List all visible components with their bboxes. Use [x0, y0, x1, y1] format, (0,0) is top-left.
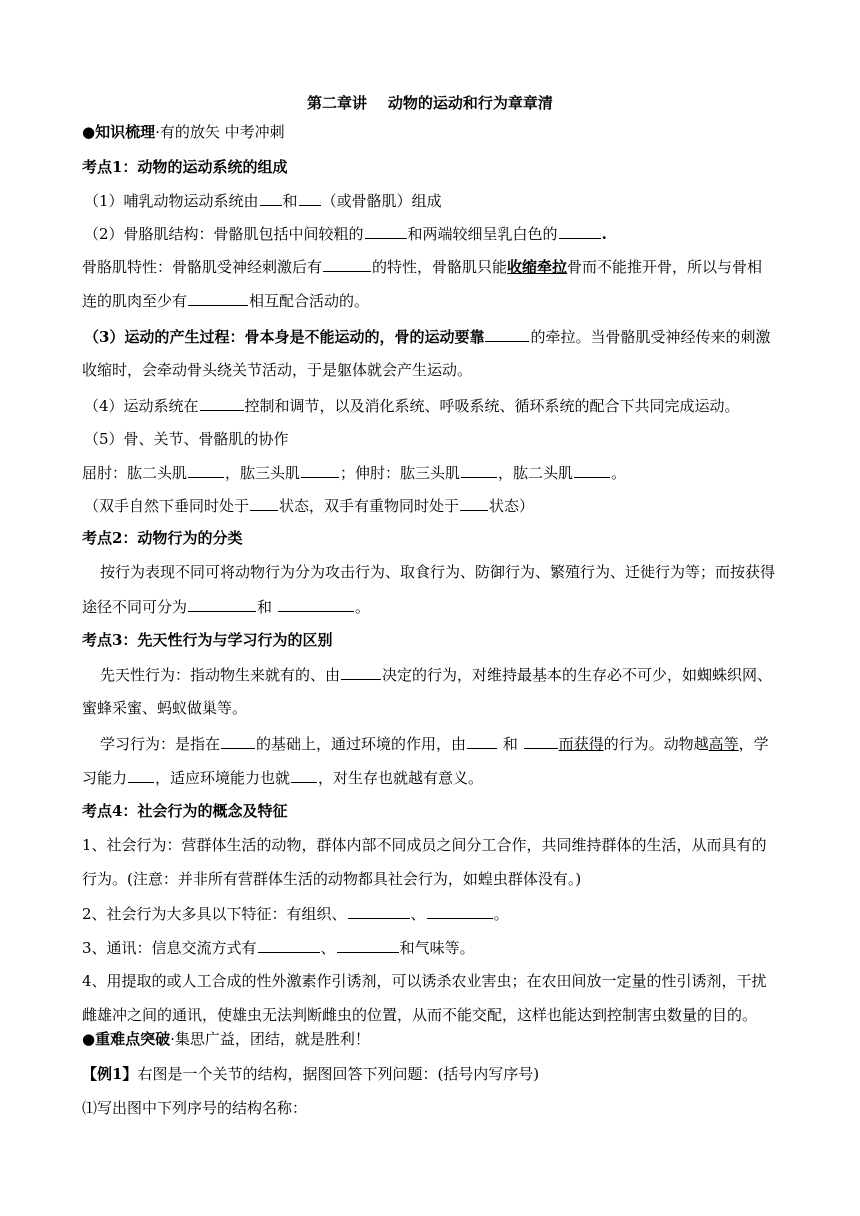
k1-line-5 [84, 326, 770, 347]
answer-blank[interactable] [574, 462, 610, 478]
text: （双手自然下垂同时处于 [84, 497, 250, 515]
k4-line-2: 行为。(注意：并非所有营群体生活的动物都具社会行为，如蝗虫群体没有。) [82, 870, 582, 888]
answer-blank[interactable] [258, 937, 320, 953]
underlined-text: 而获得 [558, 735, 604, 753]
text: ，适应环境能力也就 [155, 769, 291, 787]
k1-line-1 [84, 190, 442, 211]
text: 的牵拉。当骨骼肌受神经传来的刺激 [530, 328, 771, 346]
text: 控制和调节，以及消化系统、呼吸系统、循环系统的配合下共同完成运动。 [244, 397, 740, 415]
text: （1）哺乳动物运动系统由 [84, 192, 259, 210]
answer-blank[interactable] [291, 767, 317, 783]
k2-line-2 [82, 596, 370, 617]
answer-blank[interactable] [461, 462, 497, 478]
text: 相互配合活动的。 [249, 292, 370, 310]
page-title: 第二章讲 动物的运动和行为章章清 [307, 94, 553, 112]
example-tag: 【例1】 [82, 1065, 138, 1083]
kaodian-3-heading: 考点3：先天性行为与学习行为的区别 [82, 631, 333, 649]
k4-line-3 [82, 903, 509, 924]
section-difficulty-heading [82, 1029, 370, 1049]
answer-blank[interactable] [260, 190, 282, 206]
text: ，肱二头肌 [498, 464, 574, 482]
text: 。 [611, 464, 627, 482]
text: 状态） [489, 497, 535, 515]
text: 状态，双手有重物同时处于 [279, 497, 460, 515]
example-1-question-1: ⑴写出图中下列序号的结构名称： [82, 1099, 308, 1117]
answer-blank[interactable] [188, 462, 224, 478]
answer-blank[interactable] [278, 596, 354, 612]
example-1-prompt [82, 1064, 539, 1084]
section-knowledge-heading [82, 122, 285, 142]
text: 先天性行为：指动物生来就有的、由 [100, 666, 341, 684]
text: 习能力 [82, 769, 128, 787]
text: 、 [410, 905, 426, 923]
section-label: ●重难点突破 [82, 1030, 171, 1048]
text: 连的肌肉至少有 [82, 292, 188, 310]
text: （或骨骼肌）组成 [321, 192, 442, 210]
text: ，肱三头肌 [225, 464, 301, 482]
answer-blank[interactable] [559, 223, 601, 239]
answer-blank[interactable] [524, 733, 558, 749]
k3-line-4 [82, 767, 483, 788]
k4-line-6: 雌雄冲之间的通讯，使雄虫无法判断雌虫的位置，从而不能交配，这样也能达到控制害虫数量的目的。 [82, 1006, 758, 1024]
k4-line-5: 4、用提取的或人工合成的性外激素作引诱剂，可以诱杀农业害虫；在农田间放一定量的性引诱剂，干扰 [82, 972, 767, 990]
text: 决定的行为，对维持最基本的生存必不可少，如蜘蛛织网、 [382, 666, 773, 684]
text: （2）骨胳肌结构：骨骼肌包括中间较粗的 [84, 225, 364, 243]
answer-blank[interactable] [467, 733, 497, 749]
text: 学习行为：是指在 [100, 735, 221, 753]
text: 和 [257, 598, 273, 616]
section-label: ●知识梳理 [82, 123, 156, 141]
answer-blank[interactable] [323, 256, 371, 272]
answer-blank[interactable] [200, 395, 244, 411]
k1-line-3 [82, 256, 762, 277]
text: （3）运动的产生过程：骨本身是不能运动的，骨的运动要靠 [84, 328, 485, 346]
text: 。 [493, 905, 509, 923]
answer-blank[interactable] [337, 937, 399, 953]
text: 屈肘：肱二头肌 [82, 464, 188, 482]
answer-blank[interactable] [365, 223, 407, 239]
answer-blank[interactable] [299, 190, 321, 206]
text: 2、社会行为大多具以下特征：有组织、 [82, 905, 347, 923]
k3-line-1 [100, 664, 772, 685]
underlined-text: 收缩牵拉 [507, 258, 568, 276]
k3-line-2: 蜜蜂采蜜、蚂蚁做巢等。 [82, 699, 248, 717]
answer-blank[interactable] [250, 495, 278, 511]
k2-line-1: 按行为表现不同可将动物行为分为攻击行为、取食行为、防御行为、繁殖行为、迁徙行为等；而按获得 [100, 563, 776, 581]
kaodian-4-heading: 考点4：社会行为的概念及特征 [82, 802, 288, 820]
text: ，学 [738, 735, 769, 753]
text: 3、通讯：信息交流方式有 [82, 939, 257, 957]
text: 右图是一个关节的结构，据图回答下列问题：(括号内写序号) [137, 1065, 540, 1083]
text: ；伸肘：肱三头肌 [340, 464, 461, 482]
text: . [601, 225, 607, 243]
text: 。 [354, 598, 370, 616]
answer-blank[interactable] [128, 767, 154, 783]
k4-line-4 [82, 937, 475, 958]
k4-line-1: 1、社会行为：营群体生活的动物，群体内部不同成员之间分工合作，共同维持群体的生活，从而具有的 [82, 836, 767, 854]
answer-blank[interactable] [188, 596, 256, 612]
answer-blank[interactable] [485, 326, 529, 342]
kaodian-2-heading: 考点2：动物行为的分类 [82, 529, 243, 547]
text: 骨胳肌特性：骨骼肌受神经刺激后有 [82, 258, 323, 276]
answer-blank[interactable] [188, 290, 248, 306]
underlined-text: 高等 [708, 735, 739, 753]
text: 和 [502, 735, 518, 753]
text: 的特性，骨骼肌只能 [372, 258, 508, 276]
text: 的行为。动物越 [603, 735, 709, 753]
kaodian-1-heading: 考点1：动物的运动系统的组成 [82, 158, 288, 176]
k1-line-8: （5）骨、关节、骨骼肌的协作 [84, 430, 289, 448]
k1-line-9 [82, 462, 626, 483]
text: ，对生存也就越有意义。 [318, 769, 484, 787]
k1-line-2 [84, 223, 607, 244]
k3-line-3 [100, 733, 769, 754]
text: 和两端较细呈乳白色的 [407, 225, 558, 243]
answer-blank[interactable] [221, 733, 255, 749]
text: 途径不同可分为 [82, 598, 188, 616]
text: 和 [282, 192, 298, 210]
answer-blank[interactable] [427, 903, 493, 919]
answer-blank[interactable] [301, 462, 339, 478]
answer-blank[interactable] [348, 903, 410, 919]
section-subtitle: ·集思广益，团结，就是胜利！ [170, 1030, 370, 1048]
section-subtitle: ·有的放矢 中考冲刺 [155, 123, 285, 141]
text: 和气味等。 [399, 939, 475, 957]
k1-line-6: 收缩时，会牵动骨头绕关节活动，于是躯体就会产生运动。 [82, 361, 473, 379]
k1-line-10 [84, 495, 534, 516]
k1-line-7 [84, 395, 740, 416]
text: （4）运动系统在 [84, 397, 199, 415]
text: 骨而不能推开骨，所以与骨相 [567, 258, 763, 276]
answer-blank[interactable] [460, 495, 488, 511]
text: 的基础上，通过环境的作用，由 [256, 735, 467, 753]
text: 、 [320, 939, 336, 957]
answer-blank[interactable] [341, 664, 381, 680]
k1-line-4 [82, 290, 369, 311]
